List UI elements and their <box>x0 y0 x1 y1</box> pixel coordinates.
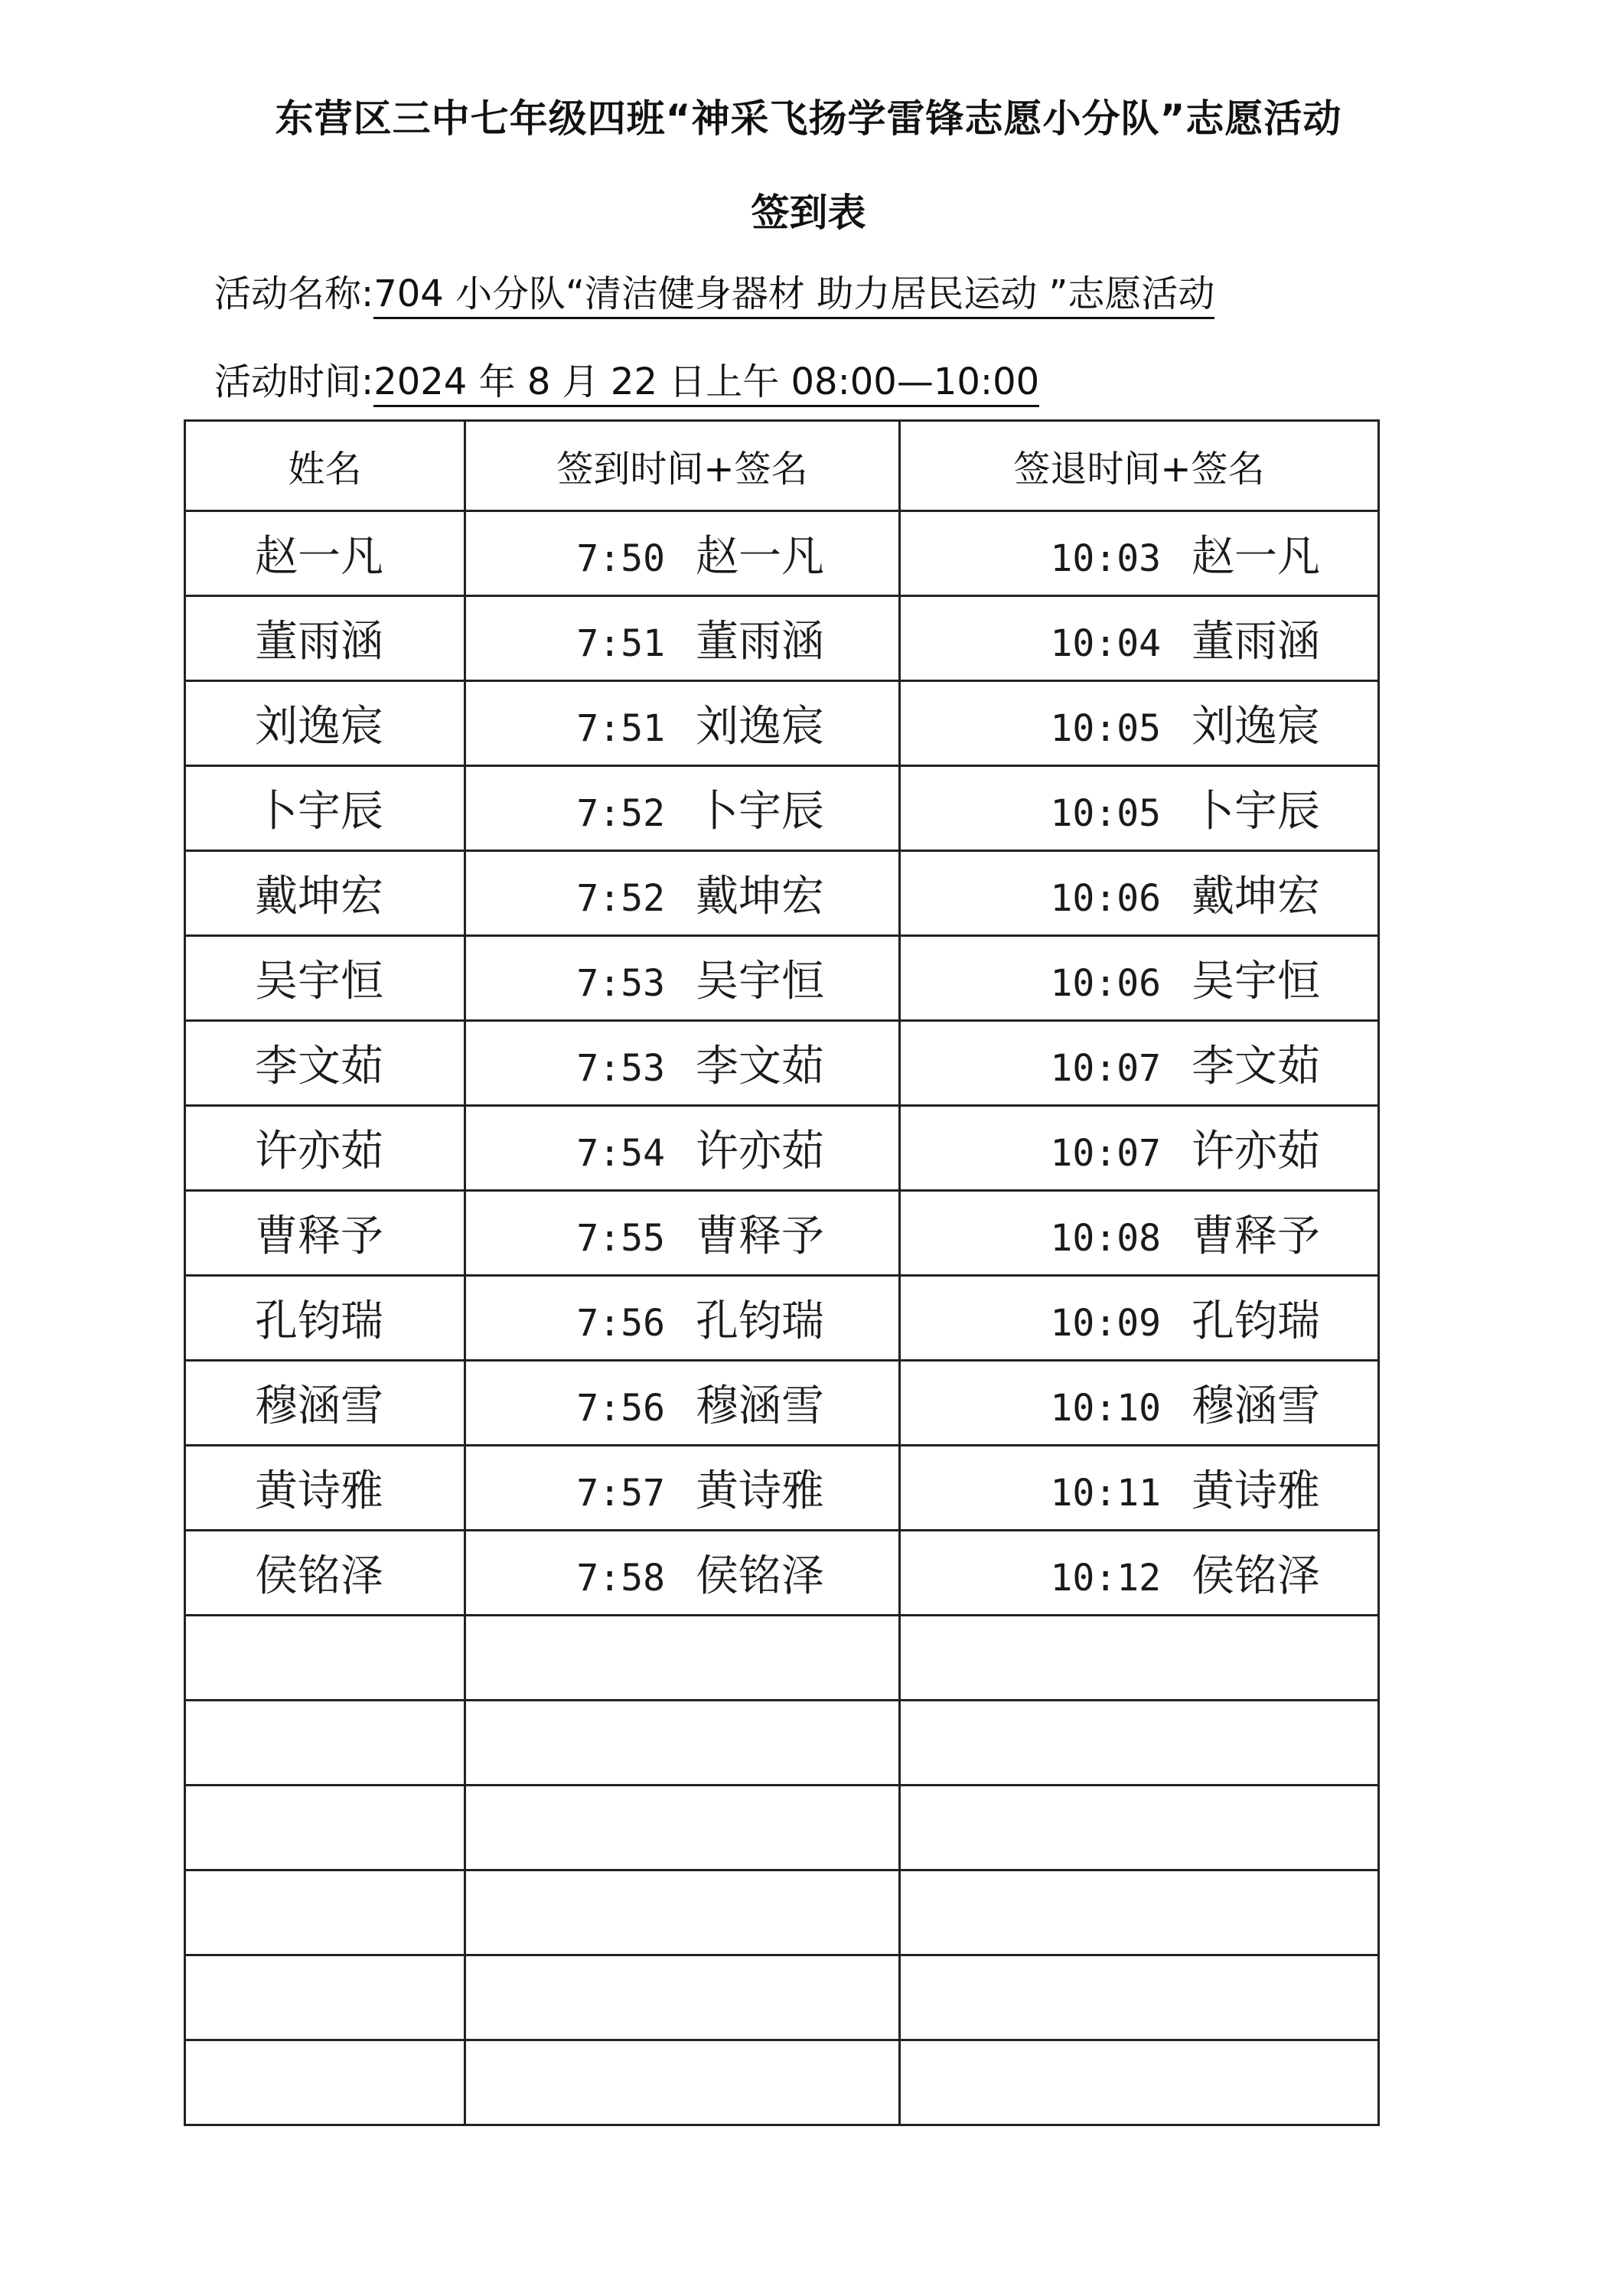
participant-name: 穆涵雪 <box>255 1381 383 1431</box>
sign-in-signature: 卜宇辰 <box>696 787 824 837</box>
name-cell <box>185 511 465 596</box>
sign-in-signature: 黄诗雅 <box>696 1466 824 1516</box>
participant-name: 黄诗雅 <box>255 1466 383 1516</box>
table-row <box>185 511 1379 596</box>
sign-out-time: 10:06 <box>1050 877 1161 920</box>
blank-sign-out-cell <box>900 1870 1379 1955</box>
sign-out-cell <box>900 1021 1379 1106</box>
sign-out-signature: 孔钧瑞 <box>1192 1296 1320 1346</box>
sign-in-cell <box>465 936 900 1021</box>
sign-out-signature: 刘逸宸 <box>1192 702 1320 752</box>
sign-in-signature: 许亦茹 <box>696 1127 824 1176</box>
participant-name: 许亦茹 <box>255 1127 383 1176</box>
blank-name-cell <box>185 1955 465 2040</box>
table-row <box>185 1446 1379 1531</box>
table-row <box>185 681 1379 766</box>
header-sign-in: 签到时间+签名 <box>465 421 900 511</box>
table-row <box>185 936 1379 1021</box>
sign-in-cell <box>465 596 900 681</box>
table-row <box>185 596 1379 681</box>
table-row-blank <box>185 1870 1379 1955</box>
sign-out-cell <box>900 511 1379 596</box>
sign-out-signature: 卜宇辰 <box>1192 787 1320 837</box>
activity-name-line <box>214 264 1214 317</box>
blank-name-cell <box>185 1616 465 1701</box>
sign-out-time: 10:06 <box>1050 962 1161 1005</box>
sign-out-time: 10:10 <box>1050 1387 1161 1430</box>
sign-out-time: 10:05 <box>1050 792 1161 835</box>
sign-out-cell <box>900 1531 1379 1616</box>
participant-name: 戴坤宏 <box>255 872 383 921</box>
sign-in-time: 7:51 <box>576 622 665 665</box>
blank-sign-in-cell <box>465 1786 900 1870</box>
blank-name-cell <box>185 1870 465 1955</box>
header-sign-out: 签退时间+签名 <box>900 421 1379 511</box>
sign-out-cell <box>900 1446 1379 1531</box>
sign-in-time: 7:56 <box>576 1302 665 1345</box>
blank-sign-in-cell <box>465 1701 900 1786</box>
sign-in-signature: 吴宇恒 <box>696 957 824 1006</box>
sign-out-cell <box>900 851 1379 936</box>
activity-time-label: 活动时间: <box>214 360 374 403</box>
blank-sign-in-cell <box>465 1870 900 1955</box>
name-cell <box>185 596 465 681</box>
sign-in-signature: 穆涵雪 <box>696 1381 824 1431</box>
sign-out-cell <box>900 766 1379 851</box>
table-row-blank <box>185 1955 1379 2040</box>
sign-in-time: 7:52 <box>576 877 665 920</box>
sign-in-cell <box>465 766 900 851</box>
sign-in-cell <box>465 851 900 936</box>
name-cell <box>185 1106 465 1191</box>
attendance-table <box>184 419 1380 2126</box>
sign-out-cell <box>900 681 1379 766</box>
sign-in-cell <box>465 1361 900 1446</box>
blank-sign-out-cell <box>900 1786 1379 1870</box>
table-row <box>185 1021 1379 1106</box>
sign-out-cell <box>900 1191 1379 1276</box>
name-cell <box>185 1531 465 1616</box>
blank-sign-in-cell <box>465 1616 900 1701</box>
sign-in-signature: 董雨涵 <box>696 617 824 667</box>
sign-out-cell <box>900 1361 1379 1446</box>
sign-in-time: 7:56 <box>576 1387 665 1430</box>
sign-in-signature: 赵一凡 <box>696 532 824 582</box>
sign-in-time: 7:53 <box>576 962 665 1005</box>
name-cell <box>185 1276 465 1361</box>
participant-name: 刘逸宸 <box>255 702 383 752</box>
header-name: 姓名 <box>185 421 465 511</box>
blank-name-cell <box>185 2040 465 2125</box>
table-body <box>185 511 1379 2125</box>
sign-in-time: 7:52 <box>576 792 665 835</box>
sign-in-signature: 刘逸宸 <box>696 702 824 752</box>
sign-in-time: 7:55 <box>576 1217 665 1260</box>
table-row <box>185 851 1379 936</box>
name-cell <box>185 766 465 851</box>
participant-name: 董雨涵 <box>255 617 383 667</box>
blank-sign-out-cell <box>900 2040 1379 2125</box>
sign-out-time: 10:04 <box>1050 622 1161 665</box>
name-cell <box>185 1191 465 1276</box>
sign-in-time: 7:53 <box>576 1047 665 1090</box>
sign-out-cell <box>900 1276 1379 1361</box>
blank-sign-out-cell <box>900 1701 1379 1786</box>
sign-in-time: 7:51 <box>576 707 665 750</box>
participant-name: 孔钧瑞 <box>255 1296 383 1346</box>
table-row <box>185 1276 1379 1361</box>
activity-name-label: 活动名称: <box>214 272 374 315</box>
sign-out-cell <box>900 936 1379 1021</box>
table-row-blank <box>185 1701 1379 1786</box>
sign-in-time: 7:50 <box>576 537 665 580</box>
name-cell <box>185 851 465 936</box>
sign-in-cell <box>465 1446 900 1531</box>
sign-out-time: 10:07 <box>1050 1132 1161 1175</box>
name-cell <box>185 681 465 766</box>
sign-in-cell <box>465 1276 900 1361</box>
name-cell <box>185 1021 465 1106</box>
table-row <box>185 1106 1379 1191</box>
sign-out-time: 10:12 <box>1050 1557 1161 1600</box>
sign-out-time: 10:11 <box>1050 1472 1161 1515</box>
sign-out-signature: 黄诗雅 <box>1192 1466 1320 1516</box>
participant-name: 李文茹 <box>255 1042 383 1091</box>
blank-sign-out-cell <box>900 1616 1379 1701</box>
table-row <box>185 1531 1379 1616</box>
sign-in-time: 7:54 <box>576 1132 665 1175</box>
blank-sign-in-cell <box>465 2040 900 2125</box>
name-cell <box>185 1361 465 1446</box>
table-header-row <box>185 421 1379 511</box>
name-cell <box>185 1446 465 1531</box>
sign-in-cell <box>465 681 900 766</box>
participant-name: 卜宇辰 <box>255 787 383 837</box>
sign-out-signature: 曹释予 <box>1192 1212 1320 1261</box>
sign-out-signature: 穆涵雪 <box>1192 1381 1320 1431</box>
sign-in-signature: 李文茹 <box>696 1042 824 1091</box>
sign-in-cell <box>465 1021 900 1106</box>
sign-in-signature: 曹释予 <box>696 1212 824 1261</box>
sign-in-time: 7:57 <box>576 1472 665 1515</box>
participant-name: 赵一凡 <box>255 532 383 582</box>
activity-time-line <box>214 352 1039 405</box>
sign-out-cell <box>900 1106 1379 1191</box>
blank-name-cell <box>185 1786 465 1870</box>
sign-in-signature: 侯铭泽 <box>696 1551 824 1601</box>
sign-out-cell <box>900 596 1379 681</box>
sign-in-cell <box>465 1106 900 1191</box>
sign-out-signature: 戴坤宏 <box>1192 872 1320 921</box>
name-cell <box>185 936 465 1021</box>
table-row <box>185 1191 1379 1276</box>
sign-in-cell <box>465 1191 900 1276</box>
participant-name: 吴宇恒 <box>255 957 383 1006</box>
participant-name: 曹释予 <box>255 1212 383 1261</box>
sign-out-signature: 李文茹 <box>1192 1042 1320 1091</box>
table-row-blank <box>185 2040 1379 2125</box>
table-row-blank <box>185 1786 1379 1870</box>
sign-out-signature: 赵一凡 <box>1192 532 1320 582</box>
sign-in-cell <box>465 1531 900 1616</box>
sign-out-time: 10:03 <box>1050 537 1161 580</box>
document-subtitle: 签到表 <box>751 191 866 235</box>
blank-sign-in-cell <box>465 1955 900 2040</box>
table-row-blank <box>185 1616 1379 1701</box>
sign-in-signature: 戴坤宏 <box>696 872 824 921</box>
sign-out-signature: 吴宇恒 <box>1192 957 1320 1006</box>
sign-out-signature: 许亦茹 <box>1192 1127 1320 1176</box>
blank-name-cell <box>185 1701 465 1786</box>
sign-out-signature: 侯铭泽 <box>1192 1551 1320 1601</box>
sign-out-time: 10:09 <box>1050 1302 1161 1345</box>
table-row <box>185 1361 1379 1446</box>
table-row <box>185 766 1379 851</box>
sign-out-time: 10:08 <box>1050 1217 1161 1260</box>
activity-name-value: 704 小分队“清洁健身器材 助力居民运动 ”志愿活动 <box>373 272 1214 319</box>
sign-in-time: 7:58 <box>576 1557 665 1600</box>
participant-name: 侯铭泽 <box>255 1551 383 1601</box>
sign-out-signature: 董雨涵 <box>1192 617 1320 667</box>
sign-in-cell <box>465 511 900 596</box>
blank-sign-out-cell <box>900 1955 1379 2040</box>
document-title: 东营区三中七年级四班“神采飞扬学雷锋志愿小分队”志愿活动 <box>275 96 1342 141</box>
sign-out-time: 10:05 <box>1050 707 1161 750</box>
sign-in-signature: 孔钧瑞 <box>696 1296 824 1346</box>
activity-time-value: 2024 年 8 月 22 日上午 08:00—10:00 <box>373 360 1039 407</box>
sign-out-time: 10:07 <box>1050 1047 1161 1090</box>
